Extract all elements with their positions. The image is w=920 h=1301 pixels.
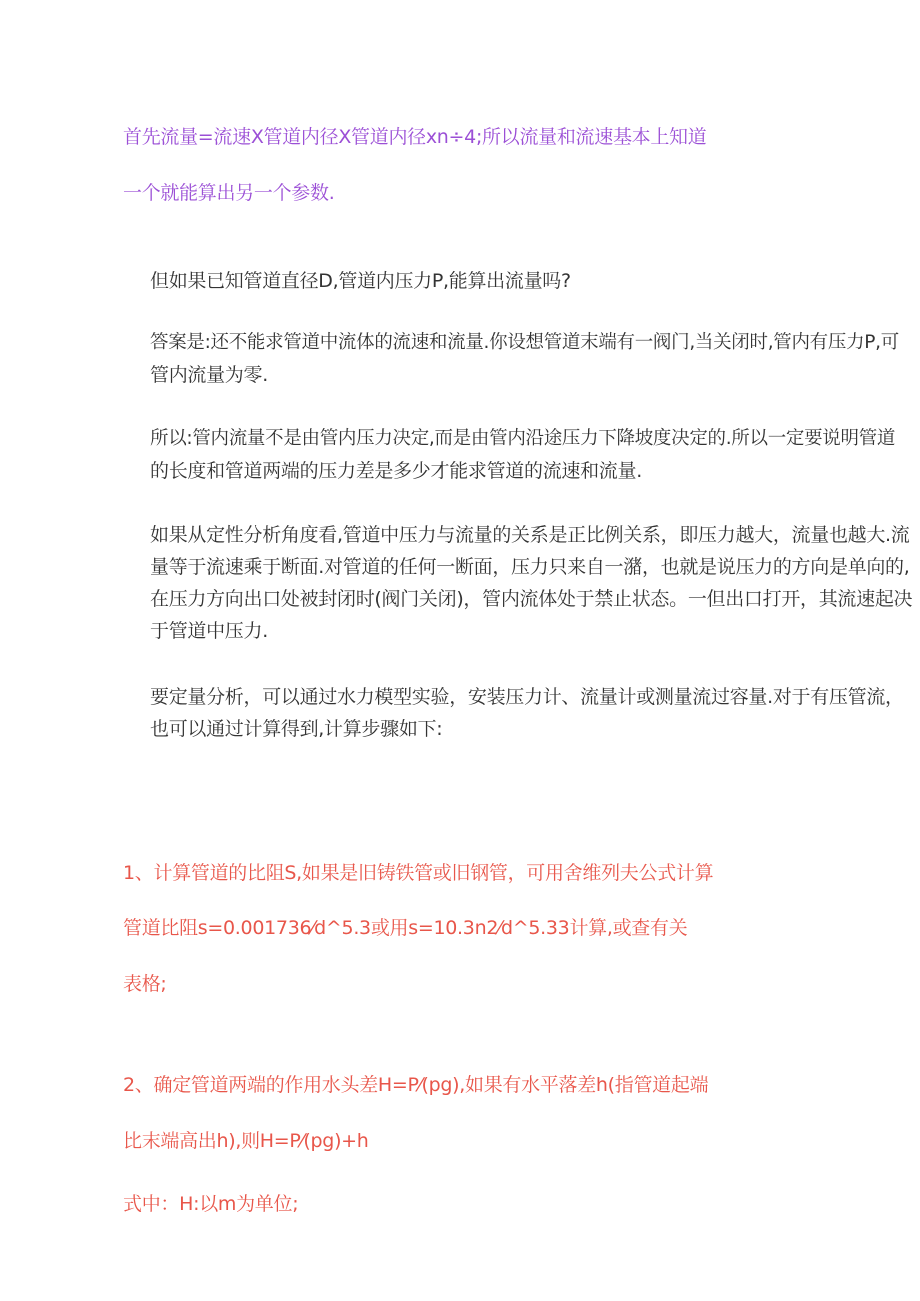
paragraph-qualitative-line-4: 于管道中压力. (150, 620, 268, 642)
paragraph-answer-line-2: 管内流量为零. (150, 364, 268, 386)
step-2-line-1: 2、确定管道两端的作用水头差H=P⁄(pg),如果有水平落差h(指管道起端 (123, 1074, 709, 1096)
paragraph-quantitative-line-2: 也可以通过计算得到,计算步骤如下: (150, 718, 443, 740)
paragraph-quantitative-line-1: 要定量分析，可以通过水力模型实验，安装压力计、流量计或测量流过容量.对于有压管流， (150, 686, 904, 708)
intro-line-1: 首先流量=流速X管道内径X管道内径xn÷4;所以流量和流速基本上知道 (123, 126, 707, 148)
paragraph-answer-line-1: 答案是:还不能求管道中流体的流速和流量.你设想管道末端有一阀门,当关闭时,管内有压力P,可 (150, 332, 899, 353)
paragraph-qualitative-line-2: 量等于流速乘于断面.对管道的任何一断面，压力只来自一潴，也就是说压力的方向是单向的, (150, 556, 910, 578)
paragraph-therefore-line-2: 的长度和管道两端的压力差是多少才能求管道的流速和流量. (150, 460, 642, 482)
step-2-line-2: 比末端高出h),则H=P⁄(pg)+h (123, 1130, 369, 1152)
paragraph-therefore-line-1: 所以:管内流量不是由管内压力决定,而是由管内沿途压力下降坡度决定的.所以一定要说明管道 (150, 428, 896, 449)
step-1-line-1: 1、计算管道的比阻S,如果是旧铸铁管或旧钢管，可用舍维列夫公式计算 (123, 862, 714, 884)
step-1-line-3: 表格; (123, 973, 167, 995)
step-1-line-2: 管道比阻s=0.001736⁄d^5.3或用s=10.3n2⁄d^5.33计算,或查有关 (123, 917, 688, 939)
intro-line-2: 一个就能算出另一个参数. (123, 182, 335, 204)
paragraph-qualitative-line-1: 如果从定性分析角度看,管道中压力与流量的关系是正比例关系，即压力越大，流量也越大.流 (150, 524, 910, 546)
step-2-line-3: 式中：H:以m为单位; (123, 1193, 299, 1215)
paragraph-qualitative-line-3: 在压力方向出口处被封闭时(阀门关闭)，管内流体处于禁止状态。一但出口打开，其流速起决 (150, 588, 913, 610)
paragraph-question: 但如果已知管道直径D,管道内压力P,能算出流量吗? (150, 270, 571, 292)
